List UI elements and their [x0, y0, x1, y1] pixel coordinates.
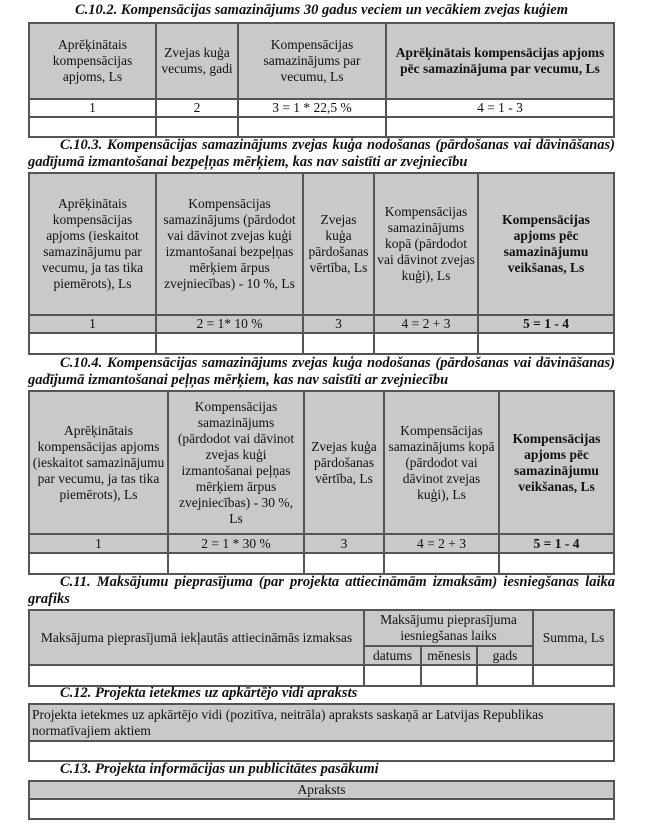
number-cell: 4 = 1 - 3 [386, 99, 614, 117]
header-subcell: datums [364, 646, 421, 665]
header-cell: Kompensācijas samazinājums kopā (pārdodot vai dāvinot zvejas kuģi), Ls [384, 391, 499, 534]
input-cell[interactable] [156, 117, 238, 137]
input-cell[interactable] [29, 117, 156, 137]
input-cell[interactable] [478, 333, 614, 354]
input-cell[interactable] [29, 553, 168, 574]
number-cell: 1 [29, 315, 156, 333]
section-title-c10-2: C.10.2. Kompensācijas samazinājums 30 gadus veciem un vecākiem zvejas kuģiem [75, 2, 568, 18]
header-subcell: mēnesis [421, 646, 477, 665]
input-cell[interactable] [29, 333, 156, 354]
header-cell: Aprēķinātais kompensācijas apjoms, Ls [29, 23, 156, 99]
input-cell[interactable] [533, 665, 614, 686]
number-cell: 3 [304, 534, 384, 553]
header-subcell: gads [477, 646, 533, 665]
section-title-c13: C.13. Projekta informācijas un publicitātes pasākumi [60, 761, 379, 777]
header-cell: Aprēķinātais kompensācijas apjoms (ieskaitot samazinājumu par vecumu, ja tas tika piemērots), Ls [29, 173, 156, 315]
input-cell[interactable] [364, 665, 421, 686]
section-title-c12: C.12. Projekta ietekmes uz apkārtējo vidi apraksts [60, 685, 358, 701]
number-cell: 1 [29, 99, 156, 117]
header-cell: Kompensācijas apjoms pēc samazinājumu veikšanas, Ls [499, 391, 614, 534]
header-cell: Kompensācijas samazinājums (pārdodot vai dāvinot zvejas kuģi izmantošanai peļņas mērķiem ārpus zvejniecības) - 30 %, Ls [168, 391, 304, 534]
table-c13 [28, 780, 615, 820]
header-cell: Maksājumu pieprasījuma iesniegšanas laiks [364, 610, 533, 646]
input-cell[interactable] [374, 333, 478, 354]
input-cell[interactable] [29, 799, 614, 819]
input-cell[interactable] [29, 665, 364, 686]
header-cell: Kompensācijas samazinājums par vecumu, Ls [238, 23, 386, 99]
number-cell: 3 = 1 * 22,5 % [238, 99, 386, 117]
table-c10-4 [28, 390, 615, 575]
header-cell: Aprēķinātais kompensācijas apjoms pēc samazinājuma par vecumu, Ls [386, 23, 614, 99]
table-c12 [28, 703, 615, 762]
number-cell: 4 = 2 + 3 [374, 315, 478, 333]
table-c10-2 [28, 22, 615, 138]
number-cell: 3 [303, 315, 374, 333]
input-cell[interactable] [303, 333, 374, 354]
header-cell: Kompensācijas samazinājums (pārdodot vai dāvinot zvejas kuģi izmantošanai bezpeļņas mērķiem ārpus zvejniecības) - 10 %, Ls [156, 173, 303, 315]
header-cell: Projekta ietekmes uz apkārtējo vidi (pozitīva, neitrāla) apraksts saskaņā ar Latvijas Republikas normatīvajiem aktiem [29, 704, 614, 741]
input-row [29, 117, 614, 137]
header-cell: Kompensācijas apjoms pēc samazinājumu veikšanas, Ls [478, 173, 614, 315]
header-cell: Zvejas kuģa pārdošanas vērtība, Ls [304, 391, 384, 534]
number-cell: 2 = 1 * 30 % [168, 534, 304, 553]
section-title-c10-3: C.10.3. Kompensācijas samazinājums zvejas kuģa nodošanas (pārdošanas vai dāvināšanas) gadījumā izmantošanai bezpeļņas mērķiem, kas nav saistīti ar zvejniecību [28, 137, 615, 170]
input-cell[interactable] [29, 741, 614, 761]
header-cell: Zvejas kuģa pārdošanas vērtība, Ls [303, 173, 374, 315]
input-cell[interactable] [238, 117, 386, 137]
input-cell[interactable] [421, 665, 477, 686]
section-title-c11: C.11. Maksājumu pieprasījuma (par projekta attiecināmām izmaksām) iesniegšanas laika grafiks [28, 574, 615, 607]
input-cell[interactable] [477, 665, 533, 686]
header-cell: Aprēķinātais kompensācijas apjoms (ieskaitot samazinājumu par vecumu, ja tas tika piemērots), Ls [29, 391, 168, 534]
section-title-c10-4: C.10.4. Kompensācijas samazinājums zvejas kuģa nodošanas (pārdošanas vai dāvināšanas) gadījumā izmantošanai peļņas mērķiem, kas nav saistīti ar zvejniecību [28, 355, 615, 388]
input-cell[interactable] [156, 333, 303, 354]
number-cell: 5 = 1 - 4 [499, 534, 614, 553]
number-cell: 2 [156, 99, 238, 117]
header-cell: Apraksts [29, 781, 614, 799]
input-cell[interactable] [384, 553, 499, 574]
number-cell: 1 [29, 534, 168, 553]
header-cell: Maksājuma pieprasījumā iekļautās attiecināmās izmaksas [29, 610, 364, 665]
input-cell[interactable] [499, 553, 614, 574]
input-cell[interactable] [386, 117, 614, 137]
number-cell: 5 = 1 - 4 [478, 315, 614, 333]
input-cell[interactable] [168, 553, 304, 574]
header-cell: Summa, Ls [533, 610, 614, 665]
number-cell: 4 = 2 + 3 [384, 534, 499, 553]
input-row [29, 665, 614, 686]
number-cell: 2 = 1* 10 % [156, 315, 303, 333]
input-row [29, 553, 614, 574]
header-cell: Kompensācijas samazinājums kopā (pārdodot vai dāvinot zvejas kuģi), Ls [374, 173, 478, 315]
input-row [29, 333, 614, 354]
table-c11 [28, 609, 615, 687]
input-cell[interactable] [304, 553, 384, 574]
table-c10-3 [28, 172, 615, 355]
header-cell: Zvejas kuģa vecums, gadi [156, 23, 238, 99]
